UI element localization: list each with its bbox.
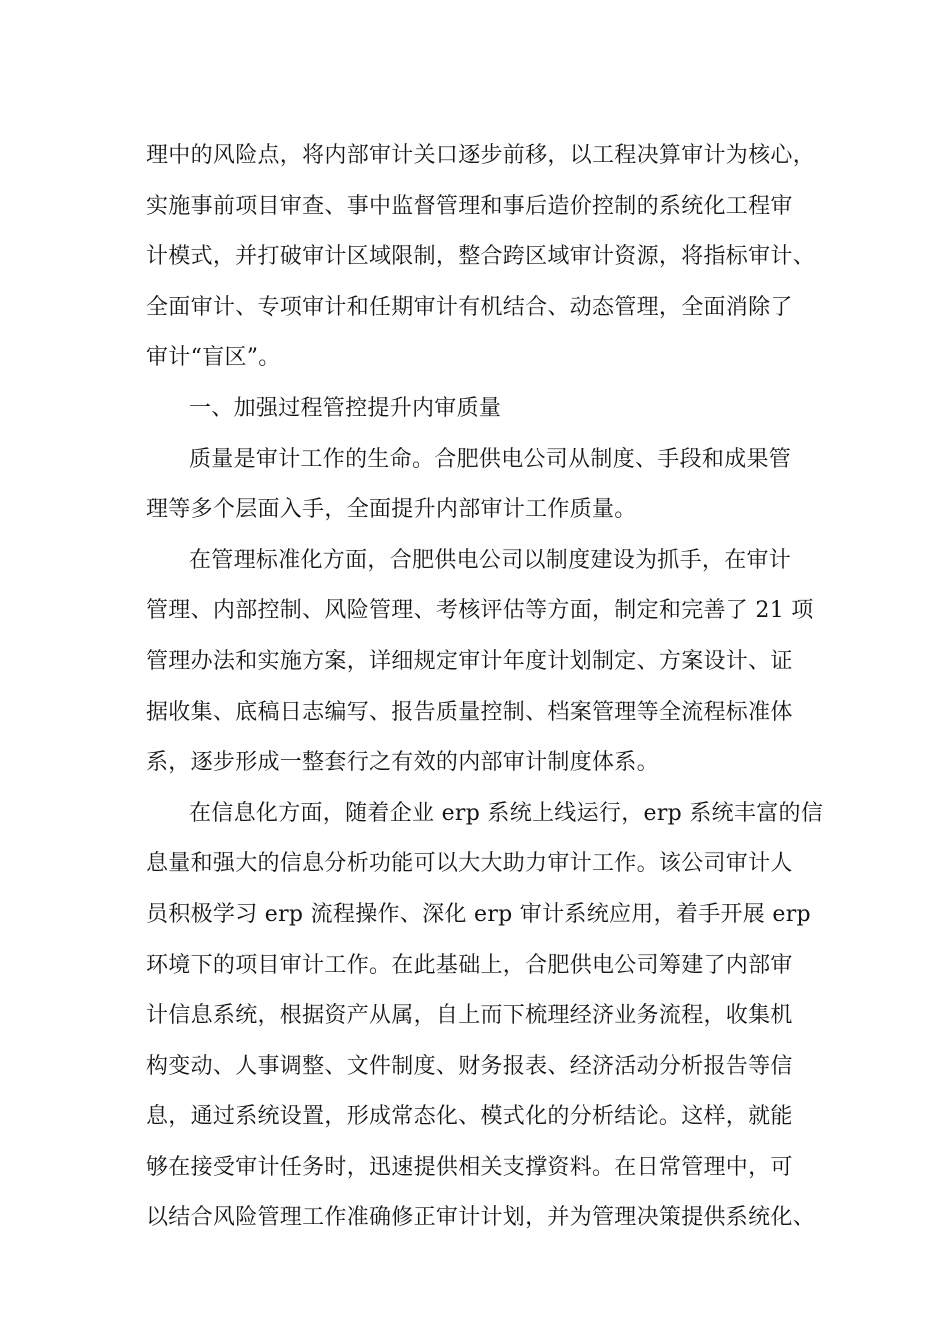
text-line: 管理办法和实施方案，详细规定审计年度计划制定、方案设计、证 (146, 648, 793, 674)
text-line: 审计“盲区”。 (146, 345, 281, 371)
document-body (146, 131, 826, 1244)
text-line: 据收集、底稿日志编写、报告质量控制、档案管理等全流程标准体 (146, 699, 793, 725)
text-line: 在管理标准化方面，合肥供电公司以制度建设为抓手，在审计 (189, 547, 792, 573)
text-line: 息，通过系统设置，形成常态化、模式化的分析结论。这样，就能 (146, 1104, 793, 1130)
text-line: 系，逐步形成一整套行之有效的内部审计制度体系。 (146, 750, 659, 776)
text-line: 理中的风险点，将内部审计关口逐步前移，以工程决算审计为核心， (146, 143, 816, 168)
text-line: 质量是审计工作的生命。合肥供电公司从制度、手段和成果管 (189, 446, 792, 472)
text-line: 理等多个层面入手，全面提升内部审计工作质量。 (146, 497, 637, 523)
text-line: 计信息系统，根据资产从属，自上而下梳理经济业务流程，收集机 (146, 1003, 793, 1029)
text-line: 构变动、人事调整、文件制度、财务报表、经济活动分析报告等信 (146, 1053, 793, 1079)
text-line: 以结合风险管理工作准确修正审计计划，并为管理决策提供系统化、 (146, 1205, 816, 1231)
text-line: 环境下的项目审计工作。在此基础上，合肥供电公司筹建了内部审 (146, 952, 793, 978)
text-line: 员积极学习 erp 流程操作、深化 erp 审计系统应用，着手开展 erp (146, 901, 811, 927)
text-line: 在信息化方面，随着企业 erp 系统上线运行，erp 系统丰富的信 (189, 800, 824, 826)
text-line: 实施事前项目审查、事中监督管理和事后造价控制的系统化工程审 (146, 193, 793, 219)
text-line: 一、加强过程管控提升内审质量 (189, 395, 502, 421)
text-line: 息量和强大的信息分析功能可以大大助力审计工作。该公司审计人 (146, 851, 793, 877)
text-line: 管理、内部控制、风险管理、考核评估等方面，制定和完善了 21 项 (146, 598, 814, 624)
text-line: 够在接受审计任务时，迅速提供相关支撑资料。在日常管理中，可 (146, 1154, 793, 1180)
text-line: 全面审计、专项审计和任期审计有机结合、动态管理，全面消除了 (146, 294, 793, 320)
text-line: 计模式，并打破审计区域限制，整合跨区域审计资源，将指标审计、 (146, 244, 816, 270)
